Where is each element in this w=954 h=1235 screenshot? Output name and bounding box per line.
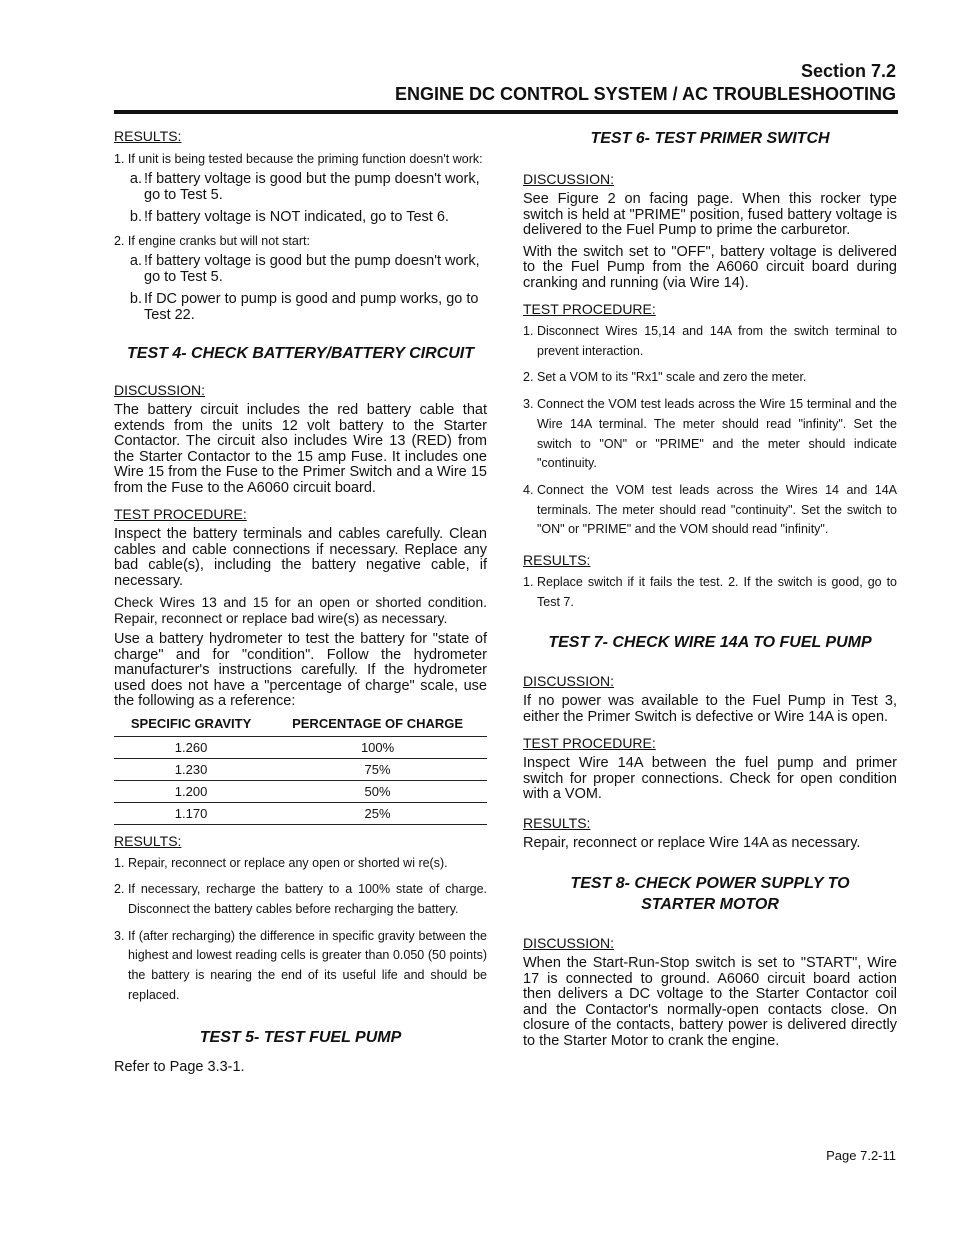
list-marker: 1. [523,575,534,590]
test8-title-line1: TEST 8- CHECK POWER SUPPLY TO [570,875,850,893]
test8-title-line2: STARTER MOTOR [641,896,779,914]
list-item [523,573,897,612]
list-marker: 1. [523,324,534,338]
test7-discussion: If no power was available to the Fuel Pump in Test 3, either the Primer Switch is defective or Wire 14A is open. [523,693,897,725]
charge-cell: 50% [268,780,487,802]
list-text: If DC power to pump is good and pump works, go to Test 22. [144,291,479,323]
charge-cell: 25% [268,802,487,824]
list-text: Replace switch if it fails the test. 2. If the switch is good, go to Test 7. [537,575,897,609]
list-marker: 3. [114,928,125,943]
list-text: Set a VOM to its "Rx1" scale and zero the meter. [537,370,807,385]
list-item [114,171,487,203]
list-item [114,253,487,285]
gravity-cell: 1.170 [114,802,268,824]
test6-procedure-heading: TEST PROCEDURE: [523,301,656,317]
column-header-gravity: SPECIFIC GRAVITY [130,715,252,731]
list-text: !f battery voltage is good but the pump doesn't work, go to Test 5. [144,253,480,285]
table-row [114,780,487,802]
test7-discussion-heading: DISCUSSION: [523,673,615,690]
gravity-cell: 1.230 [114,758,268,780]
page-number: Page 7.2-11 [826,1148,896,1163]
table-header-row [114,716,487,737]
table-row [114,758,487,780]
charge-cell: 100% [268,736,487,758]
list-item [523,481,897,540]
list-marker: b. [129,291,142,307]
test5-text: Refer to Page 3.3-1. [114,1059,245,1076]
test7-results: Repair, reconnect or replace Wire 14A as necessary. [523,834,861,851]
gravity-table [114,716,487,825]
section-title: ENGINE DC CONTROL SYSTEM / AC TROUBLESHOOTING [394,84,896,104]
test6-results-heading: RESULTS: [523,552,591,569]
list-text: Repair, reconnect or replace any open or shorted wi re(s). [128,855,448,870]
test4-procedure-p3: Use a battery hydrometer to test the battery for "state of charge" and for "condition". Follow the hydrometer manufacturer's instructions carefully. If the hydrometer used does not have a "percentage of charge" scale, use the following as a reference: [114,631,487,709]
test6-results-list [523,573,897,612]
list-text: Connect the VOM test leads across the Wires 14 and 14A terminals. The meter should read "continuity". Set the switch to "ON" or "PRIME" and the VOM should read "infinity". [537,482,897,537]
list-marker: b. [129,209,142,225]
list-text: !f battery voltage is NOT indicated, go to Test 6. [144,209,449,225]
gravity-cell: 1.260 [114,736,268,758]
test4-results-heading: RESULTS: [114,832,182,849]
test6-procedure-list [523,322,897,540]
list-item [114,927,487,1006]
test7-results-heading: RESULTS: [523,814,591,831]
test4-procedure-p2: Check Wires 13 and 15 for an open or shorted condition. Repair, reconnect or replace bad wire(s) as necessary. [114,595,487,626]
test8-discussion: When the Start-Run-Stop switch is set to "START", Wire 17 is connected to ground. A6060 circuit board action then delivers a DC voltage to the Starter Contactor coil and the Contactor's normally-open contacts close. On closure of the contacts, battery power is delivered directly to the Starter Motor to crank the engine. [523,955,897,1049]
condition-2-list [114,253,487,323]
test4-results-list [114,854,487,1006]
test7-procedure-heading: TEST PROCEDURE: [523,735,656,752]
test7-title: TEST 7- CHECK WIRE 14A TO FUEL PUMP [548,634,872,652]
list-marker: 3. [523,397,534,412]
test6-discussion-heading: DISCUSSION: [523,171,615,187]
list-item [114,854,487,874]
table-row [114,736,487,758]
test8-title [523,873,897,915]
header-rule [114,110,898,114]
list-marker: a. [129,253,142,269]
condition-1: 1. If unit is being tested because the priming function doesn't work: [114,152,483,166]
left-column [114,128,487,1082]
list-item [523,322,897,361]
list-marker: 4. [523,482,534,497]
test6-discussion-p2: With the switch set to "OFF", battery voltage is delivered to the Fuel Pump from the A6060 circuit board during cranking and running (via Wire 14). [523,243,897,291]
test4-discussion-heading: DISCUSSION: [114,382,206,398]
test5-title: TEST 5- TEST FUEL PUMP [199,1029,402,1047]
list-marker: a. [129,171,142,187]
test7-procedure: Inspect Wire 14A between the fuel pump and primer switch for proper connections. Check for open condition with a VOM. [523,755,897,803]
test4-procedure-p1: Inspect the battery terminals and cables carefully. Clean cables and cable connections if necessary. Replace any bad cable(s), including the battery negative cable, if necessary. [114,526,487,589]
condition-1-list [114,171,487,225]
test6-title: TEST 6- TEST PRIMER SWITCH [590,130,830,147]
list-item [114,291,487,323]
list-marker: 1. [114,855,125,870]
list-text: If necessary, recharge the battery to a 100% state of charge. Disconnect the battery cables before recharging the battery. [128,882,487,916]
charge-cell: 75% [268,758,487,780]
test4-procedure-heading: TEST PROCEDURE: [114,506,247,522]
column-header-charge: PERCENTAGE OF CHARGE [292,715,464,731]
gravity-cell: 1.200 [114,780,268,802]
list-item [523,395,897,474]
list-text: Disconnect Wires 15,14 and 14A from the switch terminal to prevent interaction. [537,324,897,358]
list-text: If (after recharging) the difference in specific gravity between the highest and lowest reading cells is greater than 0.050 (50 points) the battery is nearing the end of its useful life and should be replaced. [128,928,487,1002]
test4-title: TEST 4- CHECK BATTERY/BATTERY CIRCUIT [127,345,474,362]
page-header [114,60,896,106]
table-row [114,802,487,824]
results-heading: RESULTS: [114,128,182,144]
list-item [114,880,487,919]
test4-discussion: The battery circuit includes the red battery cable that extends from the units 12 volt battery to the Starter Contactor. The circuit also includes Wire 13 (RED) from the Starter Contactor to the 15 amp Fuse. It includes one Wire 15 from the Fuse to the Primer Switch and a Wire 15 from the Fuse to the A6060 circuit board. [114,402,487,496]
list-marker: 2. [114,882,125,897]
test6-discussion-p1: See Figure 2 on facing page. When this rocker type switch is held at "PRIME" position, fused battery voltage is delivered to the Fuel Pump to prime the carburetor. [523,191,897,238]
list-item [114,209,487,225]
list-marker: 2. [523,370,534,385]
test8-discussion-heading: DISCUSSION: [523,935,615,952]
section-number: Section 7.2 [800,61,896,81]
right-column [523,128,897,1055]
list-text: !f battery voltage is good but the pump doesn't work, go to Test 5. [144,171,480,203]
condition-2: 2. If engine cranks but will not start: [114,234,310,248]
list-text: Connect the VOM test leads across the Wire 15 terminal and the Wire 14A terminal. The meter should read "infinity". Set the switch to "ON" or "PRIME" and the meter should indicate "continuity. [537,397,897,471]
list-item [523,368,897,388]
